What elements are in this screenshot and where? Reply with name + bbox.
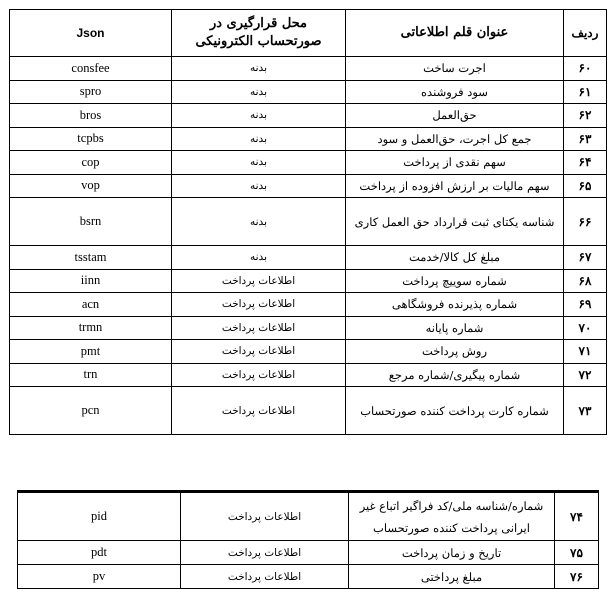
field-placement: اطلاعات پرداخت — [172, 387, 346, 435]
table-row — [10, 127, 607, 151]
table-row — [18, 565, 599, 589]
field-title: تاریخ و زمان پرداخت — [349, 541, 555, 565]
json-key: trn — [10, 363, 172, 387]
header-row-number: ردیف — [564, 10, 607, 57]
table-row — [10, 198, 607, 246]
row-number: ۶۲ — [564, 104, 607, 128]
field-placement: بدنه — [172, 57, 346, 81]
table-row — [10, 363, 607, 387]
field-placement: اطلاعات پرداخت — [172, 269, 346, 293]
table-row — [10, 246, 607, 270]
row-number: ۶۷ — [564, 246, 607, 270]
field-title: شماره کارت پرداخت کننده صورتحساب — [346, 387, 564, 435]
field-title: شماره سوییچ پرداخت — [346, 269, 564, 293]
json-key: tsstam — [10, 246, 172, 270]
field-placement: بدنه — [172, 80, 346, 104]
row-number: ۶۶ — [564, 198, 607, 246]
json-key: tcpbs — [10, 127, 172, 151]
json-key: trmn — [10, 316, 172, 340]
row-number: ۷۴ — [555, 492, 599, 541]
table-header-row — [10, 10, 607, 57]
table-row — [10, 293, 607, 317]
header-placement: محل قرارگیری در صورتحساب الکترونیکی — [172, 10, 346, 57]
row-number: ۶۸ — [564, 269, 607, 293]
invoice-fields-table-continued — [17, 490, 599, 589]
table-row — [10, 387, 607, 435]
table-row — [10, 269, 607, 293]
invoice-fields-table — [9, 9, 607, 435]
field-placement: اطلاعات پرداخت — [181, 565, 349, 589]
field-title: مبلغ کل کالا/خدمت — [346, 246, 564, 270]
field-title: سهم مالیات بر ارزش افزوده از پرداخت — [346, 174, 564, 198]
json-key: pdt — [18, 541, 181, 565]
row-number: ۶۰ — [564, 57, 607, 81]
field-placement: بدنه — [172, 104, 346, 128]
field-placement: بدنه — [172, 198, 346, 246]
field-placement: بدنه — [172, 151, 346, 175]
json-key: pv — [18, 565, 181, 589]
header-field-title: عنوان قلم اطلاعاتی — [346, 10, 564, 57]
field-placement: بدنه — [172, 174, 346, 198]
table-row — [10, 316, 607, 340]
row-number: ۶۵ — [564, 174, 607, 198]
table-row — [10, 57, 607, 81]
field-placement: اطلاعات پرداخت — [181, 492, 349, 541]
field-title: شماره پیگیری/شماره مرجع — [346, 363, 564, 387]
json-key: bsrn — [10, 198, 172, 246]
table-row — [10, 174, 607, 198]
field-placement: اطلاعات پرداخت — [172, 316, 346, 340]
row-number: ۷۶ — [555, 565, 599, 589]
field-title: جمع کل اجرت، حق‌العمل و سود — [346, 127, 564, 151]
field-title: شناسه یکتای ثبت قرارداد حق العمل کاری — [346, 198, 564, 246]
row-number: ۷۲ — [564, 363, 607, 387]
table-row — [10, 104, 607, 128]
field-title: اجرت ساخت — [346, 57, 564, 81]
json-key: vop — [10, 174, 172, 198]
json-key: acn — [10, 293, 172, 317]
table-row — [10, 340, 607, 364]
table-row — [18, 541, 599, 565]
field-title: سهم نقدی از پرداخت — [346, 151, 564, 175]
field-title: سود فروشنده — [346, 80, 564, 104]
json-key: pcn — [10, 387, 172, 435]
row-number: ۷۵ — [555, 541, 599, 565]
field-placement: بدنه — [172, 127, 346, 151]
field-title: روش پرداخت — [346, 340, 564, 364]
field-title: شماره پایانه — [346, 316, 564, 340]
header-json: Json — [10, 10, 172, 57]
field-title: حق‌العمل — [346, 104, 564, 128]
field-title: شماره/شناسه ملی/کد فراگیر اتباع غیر ایرانی پرداخت کننده صورتحساب — [349, 492, 555, 541]
field-placement: اطلاعات پرداخت — [181, 541, 349, 565]
row-number: ۶۱ — [564, 80, 607, 104]
json-key: iinn — [10, 269, 172, 293]
json-key: spro — [10, 80, 172, 104]
table-row — [10, 151, 607, 175]
json-key: bros — [10, 104, 172, 128]
json-key: pmt — [10, 340, 172, 364]
field-placement: بدنه — [172, 246, 346, 270]
json-key: pid — [18, 492, 181, 541]
row-number: ۶۳ — [564, 127, 607, 151]
field-placement: اطلاعات پرداخت — [172, 293, 346, 317]
table-row — [18, 492, 599, 541]
field-title: شماره پذیرنده فروشگاهی — [346, 293, 564, 317]
row-number: ۶۹ — [564, 293, 607, 317]
table-row — [10, 80, 607, 104]
field-title: مبلغ پرداختی — [349, 565, 555, 589]
json-key: cop — [10, 151, 172, 175]
json-key: consfee — [10, 57, 172, 81]
field-placement: اطلاعات پرداخت — [172, 340, 346, 364]
field-placement: اطلاعات پرداخت — [172, 363, 346, 387]
row-number: ۷۳ — [564, 387, 607, 435]
row-number: ۷۰ — [564, 316, 607, 340]
row-number: ۷۱ — [564, 340, 607, 364]
row-number: ۶۴ — [564, 151, 607, 175]
